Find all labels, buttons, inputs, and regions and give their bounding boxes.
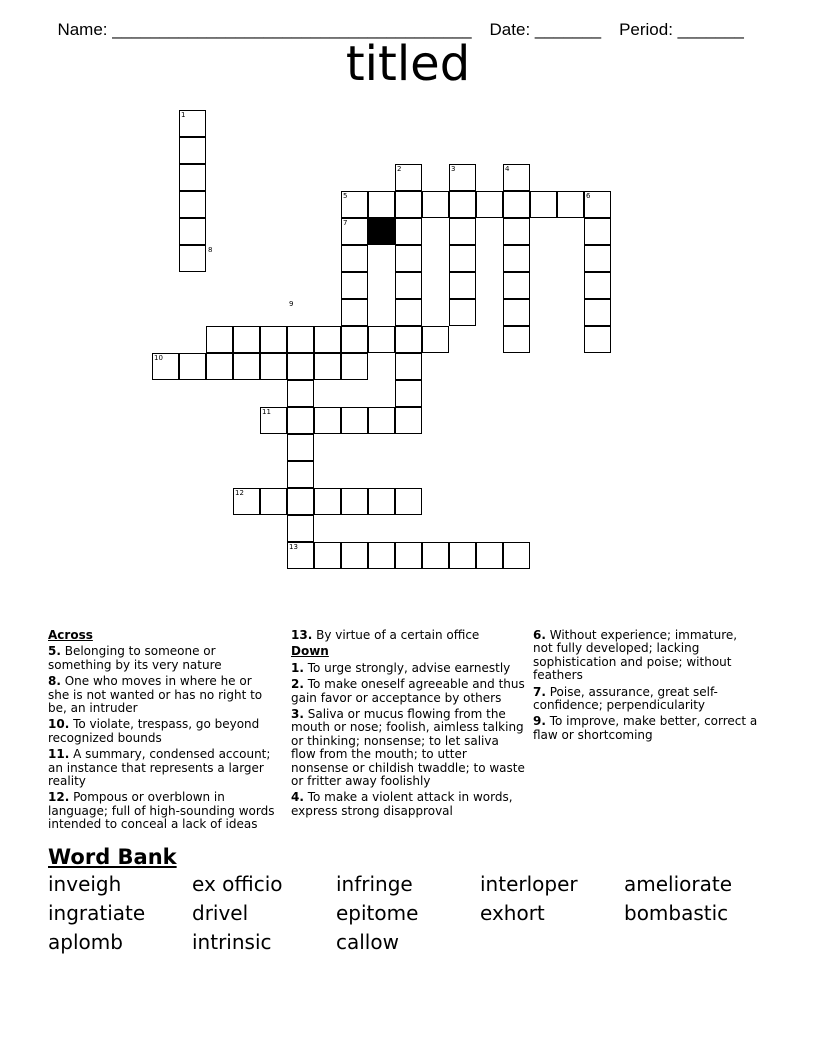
grid-cell[interactable] — [395, 353, 422, 380]
down-clue: 6. Without experience; immature, not fully developed; lacking sophistication and poise; without feathers — [533, 628, 738, 683]
word-bank-item: infringe — [336, 872, 413, 896]
grid-cell[interactable] — [584, 218, 611, 245]
across-clue: 8. One who moves in where he or she is not wanted or has no right to be, an intruder — [48, 674, 263, 716]
grid-cell[interactable] — [503, 272, 530, 299]
down-clue: 2. To make oneself agreeable and thus gain favor or acceptance by others — [291, 677, 525, 705]
across-clue: 12. Pompous or overblown in language; full of high-sounding words intended to conceal a lack of ideas — [48, 790, 275, 832]
clue-column-1 — [48, 629, 276, 835]
grid-cell[interactable] — [287, 380, 314, 407]
grid-cell[interactable] — [341, 542, 368, 569]
grid-cell[interactable] — [395, 380, 422, 407]
word-bank-item: inveigh — [48, 872, 122, 896]
clue-number: 12 — [235, 489, 244, 497]
grid-cell[interactable] — [179, 245, 206, 272]
grid-cell[interactable] — [260, 353, 287, 380]
grid-cell[interactable] — [395, 272, 422, 299]
down-clue: 3. Saliva or mucus flowing from the mouth or nose; foolish, aimless talking or thinking; nonsense; to let saliva flow from the mouth; to utter nonsense or childish twaddle; to waste or fritter away foolishly — [291, 707, 525, 789]
grid-cell[interactable] — [395, 218, 422, 245]
grid-cell[interactable] — [287, 434, 314, 461]
name-label: Name: — [57, 20, 113, 39]
grid-cell[interactable] — [503, 299, 530, 326]
word-bank-item: drivel — [192, 901, 249, 925]
grid-cell[interactable] — [503, 245, 530, 272]
clue-number: 5 — [343, 192, 348, 200]
grid-cell[interactable] — [422, 542, 449, 569]
clue-number: 3 — [451, 165, 456, 173]
across-clue: 11. A summary, condensed account; an instance that represents a larger reality — [48, 747, 271, 789]
word-bank-item: ex officio — [192, 872, 283, 896]
grid-cell[interactable] — [584, 326, 611, 353]
grid-cell[interactable] — [341, 488, 368, 515]
grid-cell[interactable] — [395, 245, 422, 272]
grid-cell[interactable] — [449, 245, 476, 272]
clue-number: 4 — [505, 165, 510, 173]
word-bank-item: exhort — [480, 901, 545, 925]
black-cell — [368, 218, 395, 245]
grid-cell[interactable] — [260, 326, 287, 353]
grid-cell[interactable] — [395, 299, 422, 326]
clue-number: 10 — [154, 354, 163, 362]
grid-cell[interactable] — [584, 299, 611, 326]
puzzle-title: titled — [345, 36, 471, 92]
word-bank-item: ingratiate — [48, 901, 146, 925]
grid-cell[interactable] — [179, 218, 206, 245]
grid-cell[interactable] — [341, 245, 368, 272]
grid-cell[interactable] — [449, 299, 476, 326]
grid-cell[interactable] — [395, 326, 422, 353]
grid-cell[interactable] — [368, 326, 395, 353]
across-heading: Across — [48, 628, 93, 642]
clue-number: 13 — [289, 543, 298, 551]
grid-cell[interactable] — [395, 191, 422, 218]
grid-cell[interactable] — [233, 353, 260, 380]
clue-number: 11 — [262, 408, 271, 416]
grid-cell[interactable] — [233, 326, 260, 353]
word-bank-item: ameliorate — [624, 872, 733, 896]
word-bank-item: bombastic — [624, 901, 729, 925]
clue-number: 9 — [289, 300, 294, 308]
word-bank-heading: Word Bank — [48, 845, 177, 869]
grid-cell[interactable] — [476, 542, 503, 569]
down-clue: 7. Poise, assurance, great self-confidence; perpendicularity — [533, 684, 718, 713]
across-clue: 13. By virtue of a certain office — [291, 628, 480, 642]
grid-cell[interactable] — [368, 191, 395, 218]
grid-cell[interactable] — [341, 272, 368, 299]
word-bank-item: aplomb — [48, 930, 123, 954]
word-bank-item: epitome — [336, 901, 419, 925]
down-clue: 1. To urge strongly, advise earnestly — [291, 660, 511, 675]
grid-cell[interactable] — [476, 191, 503, 218]
grid-cell[interactable] — [395, 542, 422, 569]
across-clue: 5. Belonging to someone or something by its very nature — [48, 644, 222, 672]
word-bank-item: intrinsic — [192, 930, 272, 954]
grid-cell[interactable] — [449, 272, 476, 299]
word-bank-item: callow — [336, 930, 399, 954]
date-blank[interactable]: _______ — [534, 20, 602, 39]
grid-cell[interactable] — [287, 353, 314, 380]
grid-cell[interactable] — [341, 407, 368, 434]
grid-cell[interactable] — [206, 326, 233, 353]
grid-cell[interactable] — [314, 542, 341, 569]
grid-cell[interactable] — [368, 407, 395, 434]
clue-number: 7 — [343, 219, 348, 227]
down-heading: Down — [291, 644, 329, 659]
grid-cell[interactable] — [179, 353, 206, 380]
grid-cell[interactable] — [557, 191, 584, 218]
grid-cell[interactable] — [422, 326, 449, 353]
grid-cell[interactable] — [314, 326, 341, 353]
period-label: Period: — [619, 20, 678, 39]
grid-cell[interactable] — [287, 461, 314, 488]
across-clue: 10. To violate, trespass, go beyond recognized bounds — [48, 717, 260, 745]
grid-cell[interactable] — [503, 191, 530, 218]
grid-cell[interactable] — [449, 191, 476, 218]
grid-cell[interactable] — [530, 191, 557, 218]
word-bank-item: interloper — [480, 872, 578, 896]
grid-cell[interactable] — [368, 488, 395, 515]
grid-cell[interactable] — [179, 164, 206, 191]
grid-cell[interactable] — [395, 488, 422, 515]
grid-cell[interactable] — [503, 542, 530, 569]
word-bank — [48, 872, 788, 955]
grid-cell[interactable] — [287, 407, 314, 434]
period-blank[interactable]: _______ — [677, 20, 744, 39]
grid-cell[interactable] — [287, 515, 314, 542]
grid-cell[interactable] — [314, 407, 341, 434]
clue-number: 6 — [586, 192, 591, 200]
clue-column-2 — [291, 629, 525, 821]
grid-cell[interactable] — [260, 488, 287, 515]
clue-column-3 — [533, 629, 758, 745]
grid-cell[interactable] — [287, 488, 314, 515]
grid-cell[interactable] — [341, 353, 368, 380]
date-label: Date: — [489, 20, 535, 39]
grid-cell[interactable] — [449, 542, 476, 569]
grid-cell[interactable] — [584, 245, 611, 272]
grid-cell[interactable] — [341, 326, 368, 353]
grid-cell[interactable] — [206, 353, 233, 380]
grid-cell[interactable] — [179, 191, 206, 218]
grid-cell[interactable] — [395, 407, 422, 434]
grid-cell[interactable] — [368, 542, 395, 569]
clue-number: 1 — [181, 111, 186, 119]
down-clue: 4. To make a violent attack in words, express strong disapproval — [291, 790, 513, 818]
grid-cell[interactable] — [503, 326, 530, 353]
grid-cell[interactable] — [287, 326, 314, 353]
clue-number: 8 — [208, 246, 213, 254]
clue-number: 2 — [397, 165, 402, 173]
grid-cell[interactable] — [422, 191, 449, 218]
name-blank[interactable]: ______________________________________ — [112, 20, 472, 39]
grid-cell[interactable] — [179, 137, 206, 164]
grid-cell[interactable] — [503, 218, 530, 245]
grid-cell[interactable] — [314, 488, 341, 515]
grid-cell[interactable] — [341, 299, 368, 326]
grid-cell[interactable] — [449, 218, 476, 245]
down-clue: 9. To improve, make better, correct a flaw or shortcoming — [533, 714, 758, 742]
grid-cell[interactable] — [584, 272, 611, 299]
grid-cell[interactable] — [314, 353, 341, 380]
